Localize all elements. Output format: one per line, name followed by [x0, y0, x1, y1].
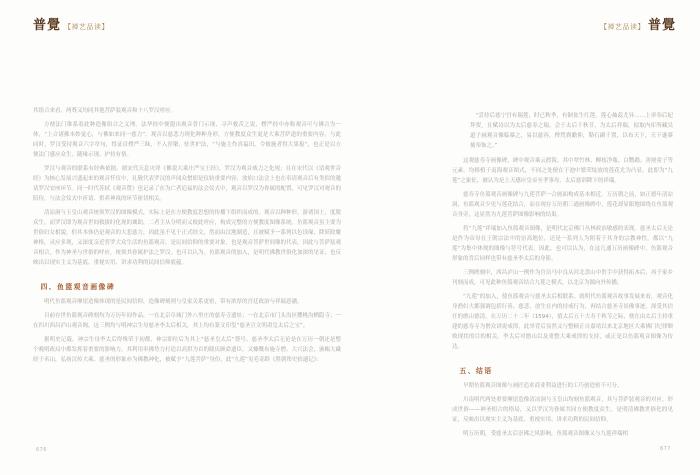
running-head-left — [33, 19, 109, 33]
paragraph: 据明史记载，神宗生母李太后得殊荣于初都，神宗即位后为其上“慈圣皇太后”尊号。慈圣李太后无论是在万历一朝还是整个晚明政局中都发挥着重要的影响力，其利用奉佛势力打造以高拱为首的隆庆顾命遗臣，又慷慨布施寺僧、大兴法会，颁赐大藏经于名山，弘扬汉传大乘。慈圣的形象亦为佛教神化，被赋予“九莲菩萨”身份，此“九莲”见毛奇龄《胜朝彤史拾遗记》： — [33, 337, 341, 363]
paragraph: 川南明代两处重要摩崖造像清凉洞与玉皇山均刻鱼篮观音，其与菩萨装观音的对应，形成世俗——神圣相合的格局，又以罗汉为眷属共同方便教度众生，是明清佛教世俗化的见证，反映出以现实主义为基底、重视实用、讲求功利的民间信仰。 — [452, 397, 673, 423]
page-number-right: 677 — [659, 446, 671, 452]
section-heading: 五、结语 — [459, 367, 493, 375]
paragraph: “九莲”的加入，使鱼篮观音与慈圣太后相联系。就明代鱼篮观音故事发展来看，观音化身渔妇大都强调包括行善、慈悲、放生在内的持戒行为，再结合慈圣寺景佛事迹，深受其信任的憨山德清，在万历二十二年（1594），值太后五十大寿千秋节之际，便在由太后主持重建的慈寿寺为僧众讲说戒律，此举背后显然又与整顿正自嘉靖以来北京地区大乘佛门纪律颓败现状的目的相关。李太后对憨山以及重整大乘戒律的支持，或正是以鱼篮观音图像为传达。 — [452, 294, 673, 350]
paragraph: 慈寿寺鱼篮观音画像碑与九莲菩萨一合画面构成基本相近。万历朝之前，如正德年清凉洞，鱼篮观音少见与莲花结合，而在现存万历朝三通画像碑中，莲花却显眼地围绕在鱼篮观音身旁，这显然为九莲菩萨图像影响的结果。 — [452, 192, 673, 218]
left-page-text — [33, 106, 341, 436]
pujue-logo: 普覺 — [647, 18, 676, 33]
paragraph: 将“九莲”祥瑞加入鱼篮观音图像，是明代北京佛门丛林政治敏感的表现。慈圣太后无论是作为帝母在王朝宗法中的崇高地位，还是一系列人为附着于其身的宗教神性，都以“九莲”为集中体现的图像与符号代表。因此，也可以认为，在这几通万历画像碑中，鱼篮观音形象的背后同样也带有慈圣李太后的身影。 — [452, 226, 673, 262]
right-page-text — [452, 106, 673, 441]
section-heading: 四、鱼篮观音画像碑 — [40, 283, 116, 291]
paragraph: 目前存世鱼篮观音碑刻均为万历年间作品，一在北京阜城门外八里庄的慈寿寺遗址；一在北京市门头沟区樱桃沟栖隐寺；一在四川西昌泸山观音阁。这三例均与明神宗生母慈圣李太后相关，其上均有篆文印玺“慈圣宣文明肃皇太后之宝”。 — [33, 313, 341, 329]
paragraph: 罗汉与观音的联系有经典依据。据宋代天息灾译《佛说大乘庄严宝王经》，罗汉为观音威力之化现；且在宋代以《请观世音经》为核心发展兴盛起来的观音忏仪中，礼敬代表罗汉的声闻众僧即是仪轨重要内容；放焰口法会上也在奉请观音后有类似的邀请罗汉安座环节。同一时代苏轼《观音赞》也记录了在为亡者追福的法会仪式中，观音以罗汉为眷属的配置，可见罗汉对观音的陪侍，与法会仪式中祈请、供养神祇的环节密切相关。 — [33, 166, 341, 202]
paragraph: 早期鱼篮观音图像与画匠追求商业利益进行的工巧创造密不可分。 — [463, 383, 623, 389]
block-quote: “尝侍后慈宁宫有瑞莲，时已秋季，有铜盆生红莲，莲心抽蕊尤异……上率奉后妃拜贺，且赋诗以为太后慈寿之瑞。会于太后千秋节，为太后祥瑞，拟取内库所藏吴道子画观音像临摹之，易以慈容，俾梵刹瞻仰，勒石副千置，以布天下，天下遂摹刻奉饰之。” — [470, 113, 673, 149]
series-label: 【禅艺品读】 — [599, 23, 645, 31]
page-number-left: 676 — [36, 447, 48, 453]
paragraph: 其组合来看，两尊又均同其他菩萨装观音和十八罗汉呼应。 — [33, 108, 177, 114]
paragraph: 这观慈寿寺画像碑，碑中观音乘云渡海，其中翠竹林、柳枝净瓶、白鹦鹉、善财童子等元素，均移植于南海观音图式，不同之处便在于池中繁荣绽放的莲花尤为凸显，此即为“九莲”之象征，被认为是上天感应皇帝至孝事母、太后慈训降下的祥瑞。 — [452, 158, 673, 184]
paragraph: 清凉洞与玉皇山观音统领罗汉的图像模式，实际上是在方便教度思想的传播下组织而成的。观音以种种形，游诸国土，度脱众生，而罗汉即为观音世间救拔时化现的襄助，二者主从分明而又彼此呼应，构成完整的方便教度图像系统。鱼篮观音虽主要为世俗妇女相貌，但其本体仍是观音的大悲慈力，因此虽不见于正式经文，然而由汉地制造，且被赋予一系列以色设缘、降妖除魔神格，灵应多现，又深度亲近普罗大众生活的鱼篮观音，是民间信仰的重要对象，也是观音菩萨世间像的代表，因此与菩萨装观音相合，作为神圣与世俗的呼应，统领其眷属护法之罗汉。也可以认为，鱼篮观音的加入，是明代佛教世俗化加深的见证，也反映出以现实主义为基底、重视实用、讲求功利的民间信仰底蕴。 — [33, 210, 341, 266]
series-label: 【禅艺品读】 — [64, 23, 110, 31]
paragraph: 方便法门维系着此种造像组合之义理。法华经中便提出观音普门示现、寻声救苦之说，楞严经中亦称观音可与佛合为一体，“上合诸佛本妙觉心，与佛如来同一慈力”。观音以慈悲力现化种种身形，方便教度众生更是大乘菩萨道的重要内容。与此同时，罗汉受持观音六字章句，得证首楞严三昧，不入涅槃，驻世护法，“与施主作真福田，令彼施者得大果报”，也正是以方便法门感应众生、随缘示现、护持有情。 — [33, 122, 341, 158]
paragraph: 明万历朝，受慈圣太后崇佛之风影响，鱼篮观音图像又与九莲祥瑞相 — [463, 431, 629, 437]
pujue-logo: 普覺 — [33, 18, 62, 33]
running-head-right — [600, 19, 676, 33]
paragraph: 三例碑刻中，西昌泸山一例作为官员马中良从河北盘山中贵手中获得拓本后，再于家乡刊刻而成，可见此种鱼篮观音结合九莲之模式，以北京为源向外传播。 — [452, 270, 673, 286]
paragraph: 明代鱼篮观音摩崖造像体现的是民间信仰，造像碑刻则与皇家关系更密，带有浓厚的宫廷政治与祥瑞意涵。 — [44, 299, 303, 305]
